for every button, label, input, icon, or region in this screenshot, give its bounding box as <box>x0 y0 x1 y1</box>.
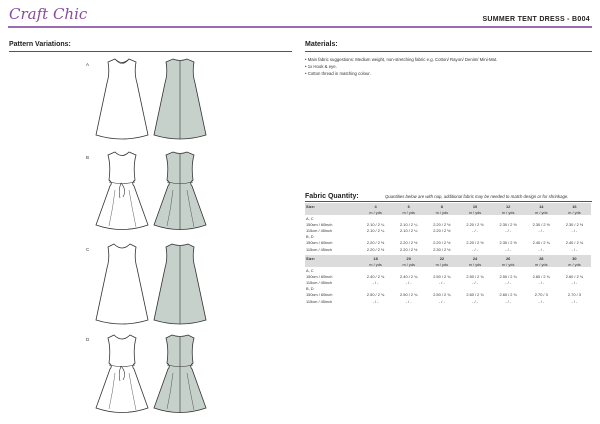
quantity-cell: - / - <box>372 280 379 286</box>
quantity-cell: 2.20 / 2 ½ <box>466 221 484 227</box>
quantity-cell: 2.20 / 2 ½ <box>366 240 385 246</box>
unit-cell: m / yds <box>359 262 392 267</box>
variation-letter-b: B <box>86 155 90 160</box>
quantity-cell: 2.30 / 2 ½ <box>433 246 451 252</box>
dress-d-back <box>151 333 209 415</box>
quantity-cell: 2.60 / 2 ¾ <box>565 273 584 279</box>
quantity-cell: - / - <box>438 298 445 304</box>
materials-item: • 1x Hook & eye. <box>305 63 497 70</box>
quantity-cell: - / - <box>505 246 512 252</box>
quantity-cell: - / - <box>472 227 478 233</box>
unit-cell: m / yds <box>558 262 591 267</box>
quantity-cell: - / - <box>571 227 578 233</box>
dress-a-back <box>151 57 209 141</box>
dress-b-front <box>93 150 151 232</box>
quantity-cell: 2.40 / 2 ¾ <box>565 240 584 246</box>
unit-cell: m / yds <box>458 210 491 215</box>
pattern-variations-rule <box>9 51 292 52</box>
quantity-cell: 2.50 / 2 ¾ <box>433 273 451 279</box>
unit-cell: m / yds <box>359 210 392 215</box>
quantity-cell: 2.10 / 2 ¼ <box>366 221 385 227</box>
fabric-width-label: 115cm / 45inch <box>306 246 333 252</box>
quantity-cell: 2.50 / 2 ¾ <box>400 292 418 298</box>
quantity-cell: - / - <box>538 227 545 233</box>
quantity-cell: 2.20 / 2 ½ <box>433 221 451 227</box>
brand-logo: Craft Chic <box>9 5 88 23</box>
quantity-cell: 2.30 / 2 ½ <box>499 240 517 246</box>
quantity-cell: - / - <box>405 298 412 304</box>
fabric-quantity-rule <box>305 201 592 202</box>
quantity-cell: 2.30 / 2 ½ <box>499 221 517 227</box>
dress-b-back <box>151 150 209 232</box>
size-cell: 12 <box>492 203 525 210</box>
quantity-cell: 2.20 / 2 ½ <box>433 227 451 233</box>
materials-list <box>305 56 497 77</box>
quantity-cell: 2.40 / 2 ¾ <box>366 273 385 279</box>
quantity-cell: 2.20 / 2 ½ <box>400 246 418 252</box>
size-label: Size: <box>305 255 359 262</box>
unit-cell: m / yds <box>425 262 458 267</box>
unit-cell: m / yds <box>492 262 525 267</box>
size-cell: 18 <box>359 255 392 262</box>
size-cell: 22 <box>425 255 458 262</box>
quantity-cell: - / - <box>438 280 445 286</box>
unit-cell: m / yds <box>492 210 525 215</box>
size-cell: 24 <box>458 255 491 262</box>
variation-letter-c: C <box>86 247 90 252</box>
quantity-cell: 2.40 / 2 ¾ <box>400 273 418 279</box>
quantity-cell: 2.20 / 2 ½ <box>366 246 385 252</box>
materials-item: • Main fabric suggestions: Medium weight, non-stretching fabric e.g. Cotton/ Rayon/ Denim/ Mini-Mat. <box>305 56 497 63</box>
unit-cell: m / yds <box>525 210 558 215</box>
unit-cell: m / yds <box>392 262 425 267</box>
variation-group-label: A, C <box>306 267 314 273</box>
quantity-cell: 2.10 / 2 ¼ <box>400 221 418 227</box>
quantity-cell: - / - <box>472 246 478 252</box>
document-title: SUMMER TENT DRESS - B004 <box>482 16 590 23</box>
quantity-cell: - / - <box>505 227 512 233</box>
quantity-cell: - / - <box>571 246 578 252</box>
variation-group-label: B, D <box>306 234 314 240</box>
size-cell: 16 <box>558 203 591 210</box>
quantity-cell: - / - <box>571 298 578 304</box>
quantity-cell: 2.60 / 2 ¾ <box>499 292 517 298</box>
size-header-row <box>305 255 591 262</box>
quantity-cell: 2.30 / 2 ½ <box>532 221 550 227</box>
quantity-cell: - / - <box>472 298 478 304</box>
fabric-width-label: 150cm / 60inch <box>306 221 333 227</box>
quantity-cell: - / - <box>405 280 412 286</box>
materials-item: • Cotton thread in matching colour. <box>305 70 497 77</box>
quantity-cell: - / - <box>505 298 512 304</box>
variation-group-label: A, C <box>306 215 314 221</box>
quantity-cell: 2.10 / 2 ¼ <box>400 227 418 233</box>
size-cell: 14 <box>525 203 558 210</box>
materials-rule <box>305 51 592 52</box>
quantity-cell: 2.60 / 2 ¾ <box>466 292 484 298</box>
quantity-cell: 2.50 / 2 ¾ <box>466 273 484 279</box>
size-cell: 4 <box>359 203 392 210</box>
variation-letter-a: A <box>86 62 90 67</box>
quantity-cell: 2.20 / 2 ½ <box>433 240 451 246</box>
header-rule <box>8 26 592 28</box>
unit-cell: m / yds <box>458 262 491 267</box>
quantity-cell: - / - <box>472 280 478 286</box>
quantity-cell: - / - <box>538 246 545 252</box>
dress-d-front <box>93 333 151 415</box>
size-cell: 6 <box>392 203 425 210</box>
fabric-width-label: 115cm / 45inch <box>306 298 333 304</box>
size-cell: 30 <box>558 255 591 262</box>
quantity-cell: 2.50 / 2 ¾ <box>499 273 517 279</box>
quantity-cell: 2.20 / 2 ½ <box>400 240 418 246</box>
quantity-cell: 2.40 / 2 ¾ <box>532 240 550 246</box>
fabric-width-label: 150cm / 60inch <box>306 273 333 279</box>
size-cell: 26 <box>492 255 525 262</box>
quantity-cell: 2.60 / 2 ¾ <box>532 273 550 279</box>
size-cell: 20 <box>392 255 425 262</box>
unit-cell: m / yds <box>525 262 558 267</box>
fabric-quantity-heading: Fabric Quantity: <box>305 193 359 200</box>
quantity-cell: 2.50 / 2 ¾ <box>366 292 385 298</box>
size-cell: 10 <box>458 203 491 210</box>
quantity-cell: 2.50 / 2 ¾ <box>433 292 451 298</box>
quantity-cell: - / - <box>372 298 379 304</box>
quantity-cell: 2.70 / 3 <box>567 292 581 298</box>
fabric-width-label: 150cm / 60inch <box>306 240 333 246</box>
quantity-cell: 2.70 / 3 <box>534 292 548 298</box>
unit-cell: m / yds <box>392 210 425 215</box>
fabric-width-label: 150cm / 60inch <box>306 292 333 298</box>
fabric-width-label: 115cm / 45inch <box>306 280 333 286</box>
size-cell: 28 <box>525 255 558 262</box>
quantity-cell: 2.30 / 2 ½ <box>565 221 584 227</box>
unit-cell: m / yds <box>425 210 458 215</box>
unit-cell: m / yds <box>558 210 591 215</box>
dress-c-back <box>151 242 209 326</box>
size-label: Size: <box>305 203 359 210</box>
quantity-cell: - / - <box>538 298 545 304</box>
dress-c-front <box>93 242 151 326</box>
pattern-variations-heading: Pattern Variations: <box>9 41 71 48</box>
size-header-row <box>305 203 591 210</box>
size-cell: 8 <box>425 203 458 210</box>
variation-group-label: B, D <box>306 286 314 292</box>
quantity-cell: 2.10 / 2 ¼ <box>366 227 385 233</box>
quantity-cell: 2.20 / 2 ½ <box>466 240 484 246</box>
fabric-width-label: 115cm / 45inch <box>306 227 333 233</box>
materials-heading: Materials: <box>305 41 338 48</box>
dress-a-front <box>93 57 151 141</box>
table-row <box>305 298 591 304</box>
quantity-cell: - / - <box>571 280 578 286</box>
quantity-cell: - / - <box>505 280 512 286</box>
variation-letter-d: D <box>86 337 90 342</box>
fabric-quantity-table <box>305 203 591 304</box>
quantity-cell: - / - <box>538 280 545 286</box>
fabric-quantity-note: Quantities below are with nap, additional fabric may be needed to match design or for shrinkage. <box>385 194 569 199</box>
